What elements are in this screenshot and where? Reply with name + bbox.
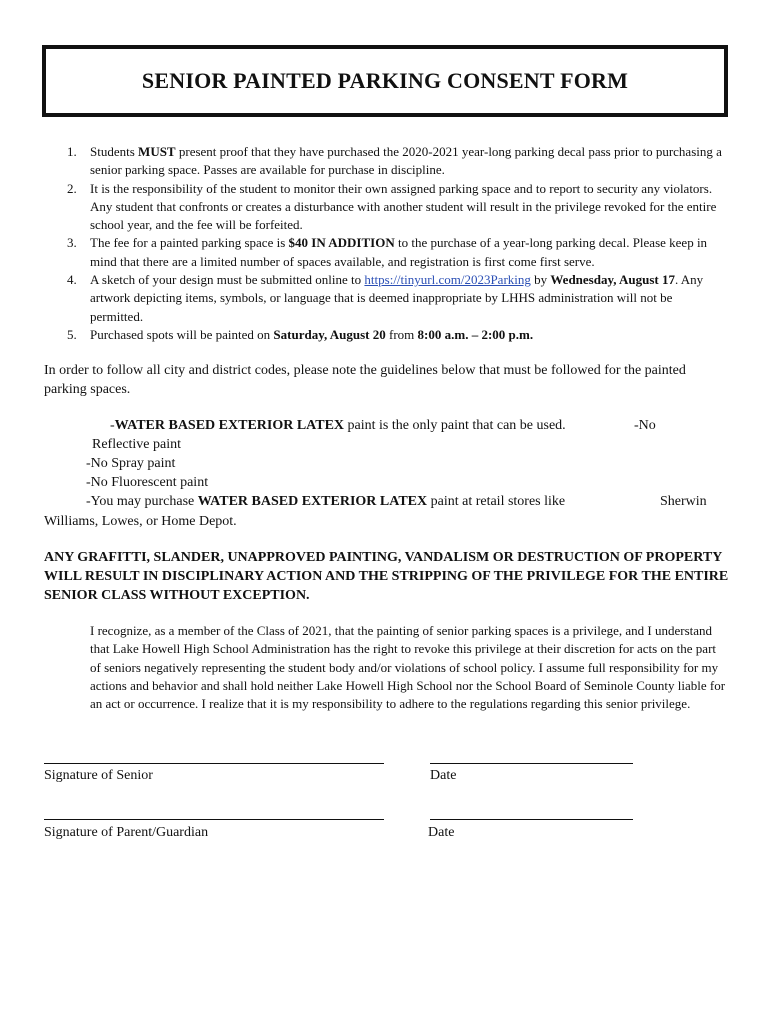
parent-date-label: Date [428,825,455,840]
senior-signature-label: Signature of Senior [44,768,153,783]
senior-date-label: Date [430,768,457,783]
senior-signature-line[interactable] [44,763,384,764]
rule-number: 2. [67,180,77,196]
rule-text: It is the responsibility of the student to monitor their own assigned parking space and to report to security any violators. Any student that confronts or creates a disturbance with another student will result in the privilege revoked for the entire school year, and the fee will be forfeited. [90,180,717,233]
rule-item [62,180,727,235]
rule-number: 3. [67,235,77,251]
rule-number: 5. [67,326,77,342]
guideline-no-reflective-start: -No [634,418,656,433]
disciplinary-warning: ANY GRAFITTI, SLANDER, UNAPPROVED PAINTING, VANDALISM OR DESTRUCTION OF PROPERTY WILL RESULT IN DISCIPLINARY ACTION AND THE STRIPPING OF THE PRIVILEGE FOR THE ENTIRE SENIOR CLASS WITHOUT EXCEPTION. [44,550,729,603]
guidelines-intro: In order to follow all city and district codes, please note the guidelines below that must be followed for the painted parking spaces. [44,363,686,397]
rule-number: 1. [67,144,77,159]
rule-text: A sketch of your design must be submitted online to https://tinyurl.com/2023Parking by Wednesday, August 17. Any artwork depicting items, symbols, or language that is deemed inappropriate by LHHS administration will not be permitted. [90,272,704,324]
rule-item [62,271,727,326]
parent-date-line[interactable] [430,819,633,820]
rule-number: 4. [67,272,77,288]
recognition-statement: I recognize, as a member of the Class of 2021, that the painting of senior parking spaces is a privilege, and I understand that Lake Howell High School Administration has the right to revoke this privilege at their discretion for acts on the part of seniors negatively representing the student body and/or violations of school policy. I assume full responsibility for my actions and behavior and shall hold neither Lake Howell High School nor the School Board of Seminole County liable for an act or occurrence. I realize that it is my responsibility to adhere to the regulations regarding this senior privilege. [90,623,726,712]
form-title: SENIOR PAINTED PARKING CONSENT FORM [141,68,629,93]
rule-text: Purchased spots will be painted on Saturday, August 20 from 8:00 a.m. – 2:00 p.m. [90,326,534,342]
rule-text: Students MUST present proof that they have purchased the 2020-2021 year-long parking decal pass prior to purchasing a senior parking space. Passes are available for purchase in discipline. [90,144,722,178]
guideline-purchase: -You may purchase WATER BASED EXTERIOR LATEX paint at retail stores like [86,494,566,509]
parent-signature-line[interactable] [44,819,384,820]
guideline-no-reflective-end: Reflective paint [92,437,182,452]
parent-signature-label: Signature of Parent/Guardian [44,825,209,840]
rule-item [62,234,727,271]
guideline-purchase-stores: Williams, Lowes, or Home Depot. [44,514,237,529]
rule-text: The fee for a painted parking space is $40 IN ADDITION to the purchase of a year-long parking decal. Please keep in mind that there are a limited number of spaces available, and registration is first come first serve. [90,235,708,269]
rule-item [62,143,727,180]
submission-link[interactable]: https://tinyurl.com/2023Parking [364,272,531,288]
guideline-purchase-store-start: Sherwin [660,494,707,509]
title-box [42,45,728,117]
guideline-latex-only: -WATER BASED EXTERIOR LATEX paint is the only paint that can be used. [110,418,566,433]
rules-list [62,143,727,344]
rule-item [62,326,727,344]
guideline-no-fluorescent: -No Fluorescent paint [86,475,209,490]
senior-date-line[interactable] [430,763,633,764]
guideline-no-spray: -No Spray paint [86,456,176,471]
